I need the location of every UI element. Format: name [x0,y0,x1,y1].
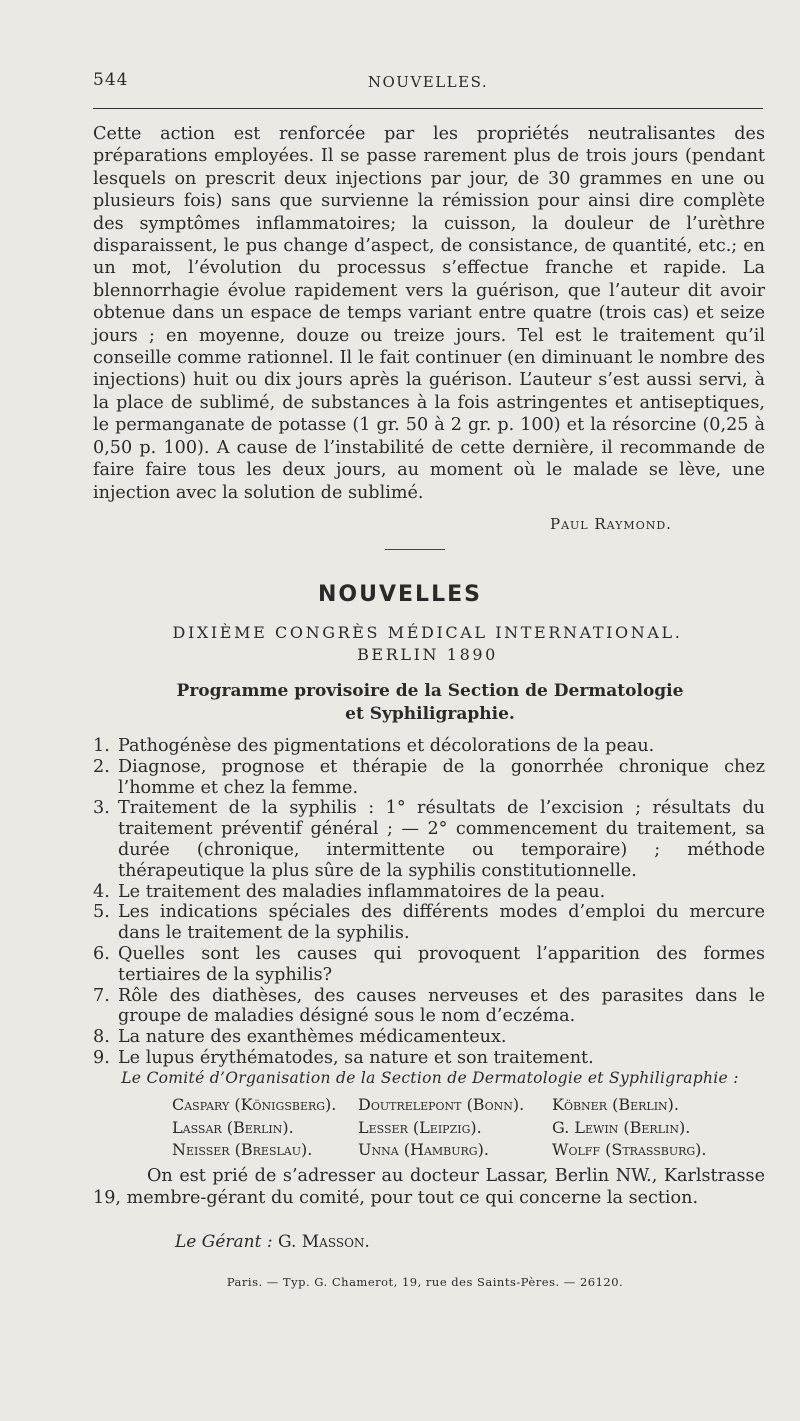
gerant-label: Le Gérant : [175,1232,273,1252]
section-title: NOUVELLES [318,582,482,607]
member-name: Neisser (Breslau). [172,1140,313,1160]
list-item [93,798,765,881]
gerant-line [175,1232,370,1252]
program-list [93,736,765,1069]
member-name: Lesser (Leipzig). [358,1117,482,1137]
list-item [93,944,765,986]
item-text: La nature des exanthèmes médicamenteux. [118,1027,507,1048]
list-item [93,882,765,903]
item-text: Pathogénèse des pigmentations et décolorations de la peau. [118,736,655,756]
member-name: Unna (Hamburg). [358,1140,489,1160]
author-signature: Paul Raymond. [550,515,672,533]
printer-imprint: Paris. — Typ. G. Chamerot, 19, rue des Saints-Pères. — 26120. [226,1275,624,1289]
closing-paragraph: On est prié de s’adresser au docteur Lassar, Berlin NW., Karlstrasse 19, membre-gérant du comité, pour tout ce qui concerne la section. [93,1166,765,1209]
member-name: G. Lewin (Berlin). [552,1117,691,1137]
item-number: 8. [93,1027,110,1048]
list-item [93,1027,765,1048]
item-text: Traitement de la syphilis : 1° résultats de l’excision ; résultats du traitement préventif général ; — 2° commencement du traitement, sa durée (chronique, intermittente ou temporaire) ; méthode thérapeutique la plus sûre de la syphilis constitutionnelle. [118,798,765,881]
member-name: Köbner (Berlin). [552,1095,679,1114]
program-title [0,680,800,726]
header-rule [93,108,763,109]
list-item [93,757,765,799]
article-paragraph: Cette action est renforcée par les propriétés neutralisantes des préparations employées. Il se passe rarement plus de trois jours (pendant lesquels on prescrit deux injections par jour, de 30 grammes en une ou plusieurs fois) sans que survienne la rémission pour ainsi dire complète des symptômes inflammatoires; la cuisson, la douleur de l’urèthre disparaissent, le pus change d’aspect, de consistance, de quantité, etc.; en un mot, l’évolution du processus s’effectue franche et rapide. La blennorrhagie évolue rapidement vers la guérison, que l’auteur dit avoir obtenue dans un espace de temps variant entre quatre (trois cas) et seize jours ; en moyenne, douze ou treize jours. Tel est le traitement qu’il conseille comme rationnel. Il le fait continuer (en diminuant le nombre des injections) huit ou dix jours après la guérison. L’auteur s’est aussi servi, à la place de sublimé, de substances à la fois astringentes et antiseptiques, le permanganate de potasse (1 gr. 50 à 2 gr. p. 100) et la résorcine (0,25 à 0,50 p. 100). A cause de l’instabilité de cette dernière, il recommande de faire faire tous les deux jours, au moment où le malade se lève, une injection avec la solution de sublimé. [93,124,765,503]
item-number: 6. [93,943,110,964]
congress-line-1: DIXIÈME CONGRÈS MÉDICAL INTERNATIONAL. [172,623,683,642]
program-title-line-2: et Syphiligraphie. [345,704,515,724]
item-text: Les indications spéciales des différents modes d’emploi du mercure dans le traitement de la syphilis. [118,902,765,944]
member-name: Wolff (Strassburg). [552,1140,707,1160]
item-text: Le lupus érythématodes, sa nature et son traitement. [118,1047,594,1068]
item-number: 2. [93,756,110,777]
member-name: Doutrelepont (Bonn). [358,1095,525,1114]
item-number: 4. [93,881,110,902]
members-row [172,1094,772,1117]
page-number: 544 [93,70,129,90]
congress-heading [0,622,800,666]
member-name: Caspary (Königsberg). [172,1095,337,1114]
item-number: 9. [93,1047,110,1068]
item-text: Quelles sont les causes qui provoquent l’apparition des formes tertiaires de la syphilis? [118,943,765,985]
program-title-line-1: Programme provisoire de la Section de Dermatologie [176,681,684,701]
item-text: Rôle des diathèses, des causes nerveuses et des parasites dans le groupe de maladies désigné sous le nom d’eczéma. [118,985,765,1027]
item-number: 1. [93,736,110,756]
section-divider [385,549,445,550]
gerant-name: G. Masson. [277,1232,370,1252]
list-item [93,902,765,944]
members-row [172,1117,772,1140]
members-row [172,1139,772,1162]
item-number: 3. [93,798,110,819]
running-title: NOUVELLES. [367,73,489,91]
committee-members [172,1094,772,1162]
list-item [93,986,765,1028]
item-text: Le traitement des maladies inflammatoires de la peau. [118,881,606,902]
item-number: 5. [93,902,110,923]
committee-heading: Le Comité d’Organisation de la Section de Dermatologie et Syphiligraphie : [121,1069,739,1087]
item-number: 7. [93,985,110,1006]
list-item [93,736,765,757]
congress-line-2: BERLIN 1890 [357,645,498,664]
running-header [93,70,763,96]
member-name: Lassar (Berlin). [172,1117,294,1137]
list-item [93,1048,765,1069]
item-text: Diagnose, prognose et thérapie de la gonorrhée chronique chez l’homme et chez la femme. [118,756,765,798]
